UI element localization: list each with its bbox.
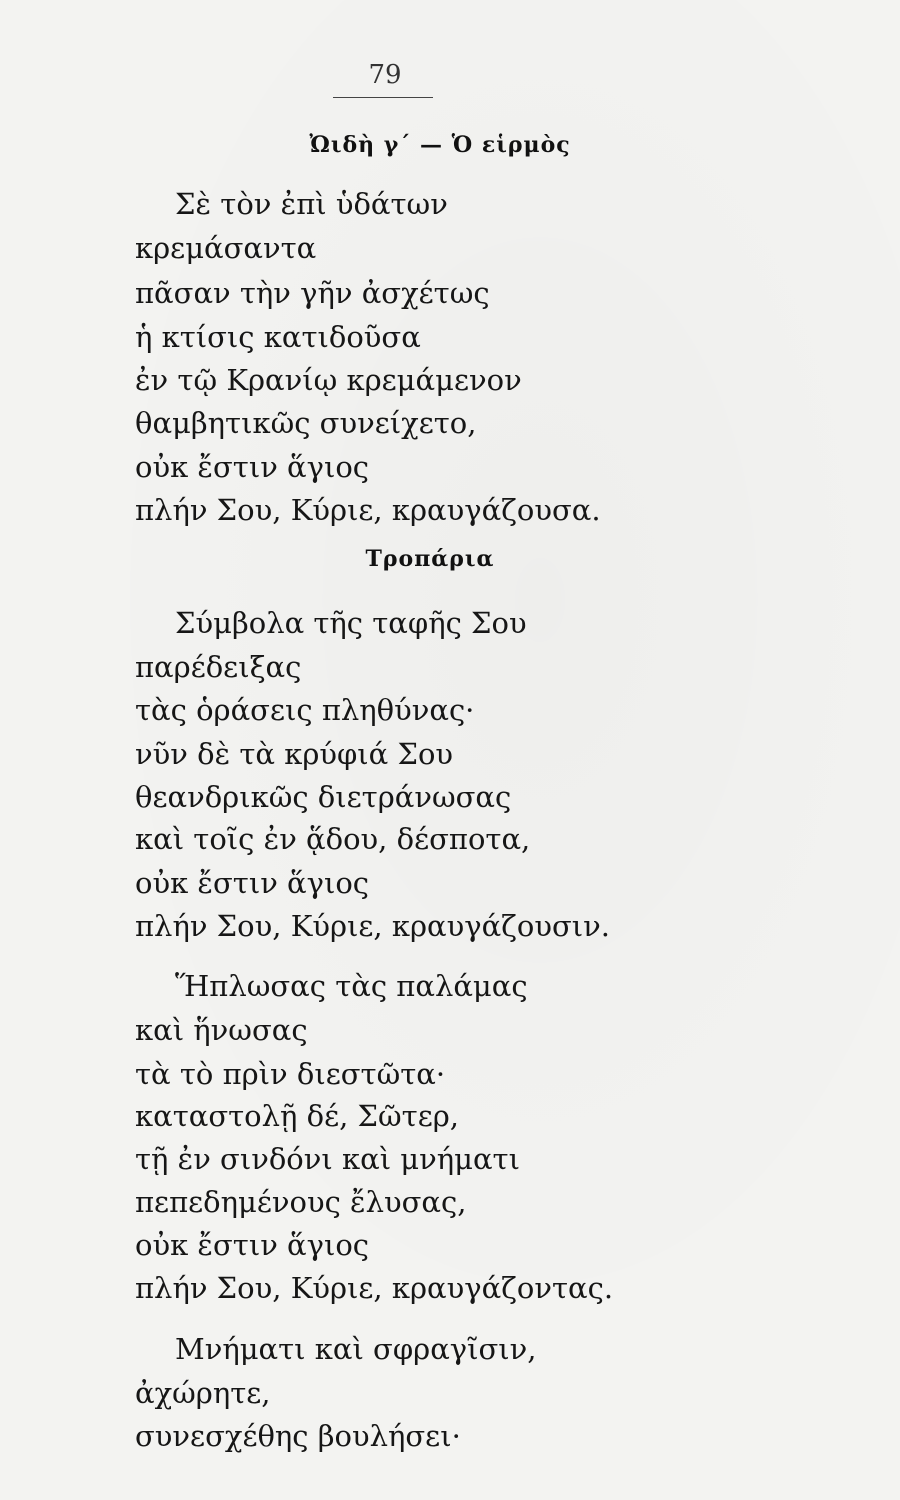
irmos-line: Σὲ τὸν ἐπὶ ὑδάτων [175,187,448,221]
page-number: 79 [368,60,402,90]
troparia-heading: Τροπάρια [365,546,495,572]
troparion-line: τὰς ὁράσεις πληθύνας· [135,693,475,727]
troparion-line: Ἥπλωσας τὰς παλάμας [175,969,528,1003]
troparion-line: Σύμβολα τῆς ταφῆς Σου [175,606,527,640]
troparion-line: οὐκ ἔστιν ἅγιος [135,1228,370,1262]
troparion-line: πλήν Σου, Κύριε, κραυγάζοντας. [135,1271,614,1305]
irmos-line: οὐκ ἔστιν ἅγιος [135,450,370,484]
irmos-line: κρεμάσαντα [135,231,317,265]
troparion-line: καὶ ἥνωσας [135,1013,308,1047]
irmos-line: ἐν τῷ Κρανίῳ κρεμάμενον [135,363,522,397]
header-rule [333,97,433,98]
troparion-line: θεανδρικῶς διετράνωσας [135,780,512,814]
troparion-line: καταστολῇ δέ, Σῶτερ, [135,1099,460,1133]
irmos-line: πλήν Σου, Κύριε, κραυγάζουσα. [135,493,601,527]
irmos-line: ἡ κτίσις κατιδοῦσα [135,320,421,354]
troparion-line: πεπεδημένους ἔλυσας, [135,1185,467,1219]
troparion-line: ἀχώρητε, [135,1376,271,1410]
troparion-line: πλήν Σου, Κύριε, κραυγάζουσιν. [135,909,610,943]
ode-heading: Ὠιδὴ γ΄ — Ὁ εἱρμὸς [309,132,571,158]
irmos-line: θαμβητικῶς συνείχετο, [135,406,477,440]
troparion-line: συνεσχέθης βουλήσει· [135,1419,461,1453]
troparion-line: τὰ τὸ πρὶν διεστῶτα· [135,1057,446,1091]
troparion-line: Μνήματι καὶ σφραγῖσιν, [175,1332,537,1366]
troparion-line: νῦν δὲ τὰ κρύφιά Σου [135,737,454,771]
troparion-line: τῇ ἐν σινδόνι καὶ μνήματι [135,1142,520,1176]
troparion-line: καὶ τοῖς ἐν ᾅδου, δέσποτα, [135,822,531,856]
troparion-line: οὐκ ἔστιν ἅγιος [135,866,370,900]
troparion-line: παρέδειξας [135,650,302,684]
irmos-line: πᾶσαν τὴν γῆν ἀσχέτως [135,276,490,310]
